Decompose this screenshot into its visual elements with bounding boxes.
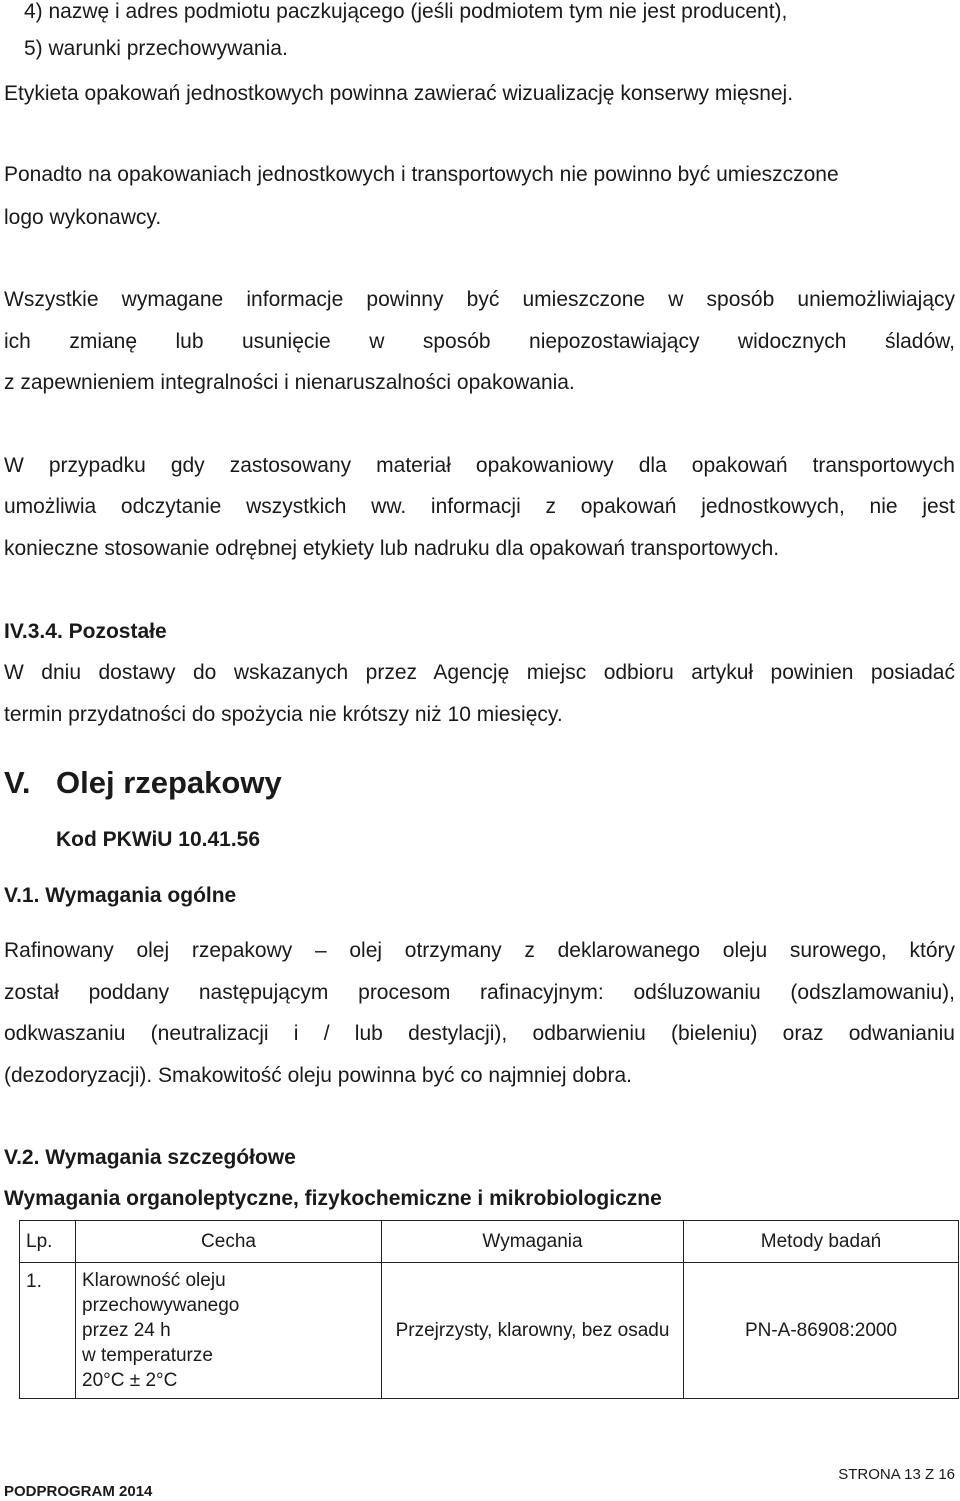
paragraph-general-line4: (dezodoryzacji). Smakowitość oleju powinna być co najmniej dobra. (4, 1064, 632, 1087)
paragraph-packaging-line3: konieczne stosowanie odrębnej etykiety lub nadruku dla opakowań transportowych. (4, 537, 780, 560)
chapter-title: Olej rzepakowy (56, 765, 282, 800)
section-heading-v2: V.2. Wymagania szczegółowe (4, 1146, 296, 1169)
cecha-line: przechowywanego (82, 1295, 240, 1316)
footer-page-number (838, 1466, 955, 1483)
paragraph-info-line3: z zapewnieniem integralności i nienaruszalności opakowania. (4, 371, 575, 394)
paragraph-general-line2: został poddany następującym procesom rafinacyjnym: odśluzowaniu (odszlamowaniu), (4, 981, 955, 1004)
product-code: Kod PKWiU 10.41.56 (56, 828, 261, 851)
paragraph-general-line3: odkwaszaniu (neutralizacji i / lub destylacji), odbarwieniu (bieleniu) oraz odwanianiu (4, 1022, 955, 1045)
cell-metody: PN-A-86908:2000 (684, 1263, 959, 1399)
footer-of-label: Z (924, 1466, 935, 1483)
cecha-line: Klarowność oleju (82, 1270, 226, 1291)
paragraph-general-line1: Rafinowany olej rzepakowy – olej otrzymany z deklarowanego oleju surowego, który (4, 939, 955, 962)
list-item-4: 4) nazwę i adres podmiotu paczkującego (jeśli podmiotem tym nie jest producent), (24, 0, 788, 23)
header-cecha: Cecha (76, 1221, 382, 1263)
cell-lp: 1. (20, 1263, 76, 1399)
table-header-row (20, 1221, 959, 1263)
footer-current-page: 13 (904, 1466, 921, 1483)
cell-wymagania: Przejrzysty, klarowny, bez osadu (382, 1263, 684, 1399)
footer-total-pages: 16 (938, 1466, 955, 1483)
requirements-table (19, 1220, 959, 1399)
cell-cecha (76, 1263, 382, 1399)
header-metody: Metody badań (684, 1221, 959, 1263)
paragraph-info-line1: Wszystkie wymagane informacje powinny być umieszczone w sposób uniemożliwiający (4, 288, 955, 311)
section-heading-v1: V.1. Wymagania ogólne (4, 884, 237, 907)
footer-strona-label: STRONA (838, 1466, 900, 1483)
list-item-5: 5) warunki przechowywania. (24, 37, 288, 60)
footer-program: PODPROGRAM 2014 (4, 1483, 153, 1500)
paragraph-packaging-line1: W przypadku gdy zastosowany materiał opakowaniowy dla opakowań transportowych (4, 454, 955, 477)
paragraph-logo-line1: Ponadto na opakowaniach jednostkowych i transportowych nie powinno być umieszczone (4, 163, 839, 186)
cecha-line: w temperaturze (82, 1345, 213, 1366)
paragraph-shelf-life-line2: termin przydatności do spożycia nie krótszy niż 10 miesięcy. (4, 703, 563, 726)
table-caption: Wymagania organoleptyczne, fizykochemiczne i mikrobiologiczne (4, 1187, 662, 1210)
section-heading-iv34: IV.3.4. Pozostałe (4, 620, 167, 643)
paragraph-label-visualization: Etykieta opakowań jednostkowych powinna zawierać wizualizację konserwy mięsnej. (4, 82, 794, 105)
cecha-line: 20°C ± 2°C (82, 1370, 178, 1391)
paragraph-logo-line2: logo wykonawcy. (4, 206, 162, 229)
header-lp: Lp. (20, 1221, 76, 1263)
chapter-number: V. (4, 765, 31, 800)
paragraph-packaging-line2: umożliwia odczytanie wszystkich ww. informacji z opakowań jednostkowych, nie jest (4, 495, 955, 518)
paragraph-shelf-life-line1: W dniu dostawy do wskazanych przez Agencję miejsc odbioru artykuł powinien posiadać (4, 661, 955, 684)
paragraph-info-line2: ich zmianę lub usunięcie w sposób niepozostawiający widocznych śladów, (4, 330, 955, 353)
cecha-line: przez 24 h (82, 1320, 171, 1341)
header-wymagania: Wymagania (382, 1221, 684, 1263)
table-row (20, 1263, 959, 1399)
